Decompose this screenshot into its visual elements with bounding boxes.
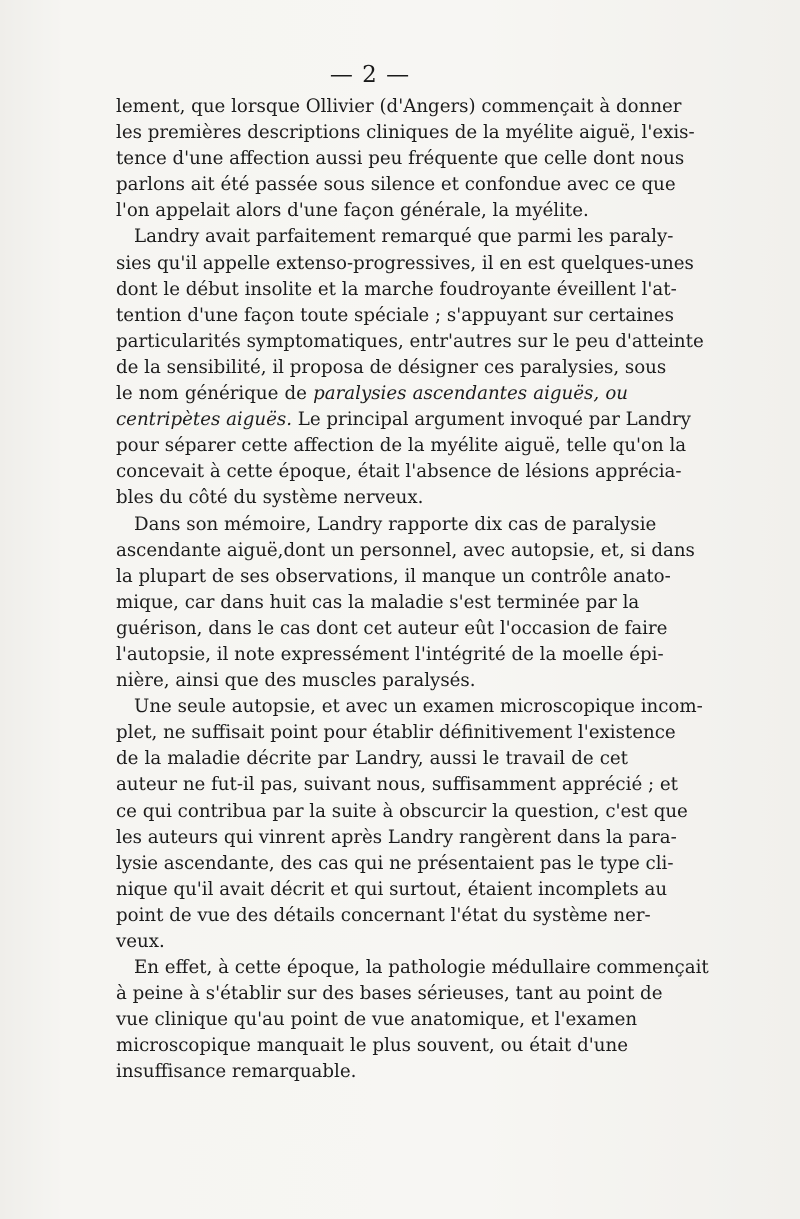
text-line: lement, que lorsque Ollivier (d'Angers) commençait à donner	[116, 96, 682, 117]
text-line: les auteurs qui vinrent après Landry rangèrent dans la para-	[116, 826, 677, 848]
text-line: plet, ne suffisait point pour établir définitivement l'existence	[116, 722, 676, 744]
text-run: le nom générique de	[116, 383, 314, 405]
text-line: particularités symptomatiques, entr'autres sur le peu d'atteinte	[116, 330, 704, 352]
text-line: ascendante aiguë,dont un personnel, avec autopsie, et, si dans	[116, 539, 695, 561]
text-line: tence d'une affection aussi peu fréquente que celle dont nous	[116, 148, 685, 170]
text-line: l'on appelait alors d'une façon générale, la myélite.	[116, 200, 589, 222]
text-line: insuffisance remarquable.	[116, 1061, 357, 1083]
italic-term: paralysies ascendantes aiguës, ou	[313, 383, 628, 405]
text-line: l'autopsie, il note expressément l'intégrité de la moelle épi-	[116, 643, 664, 665]
text-line: microscopique manquait le plus souvent, ou était d'une	[116, 1035, 628, 1057]
text-line: Landry avait parfaitement remarqué que parmi les paraly-	[134, 226, 674, 248]
text-line: de la maladie décrite par Landry, aussi le travail de cet	[116, 748, 628, 770]
paragraph-4	[116, 694, 703, 955]
paragraph-3	[116, 512, 695, 695]
page-number: — 2 —	[329, 62, 411, 88]
text-line: En effet, à cette époque, la pathologie médullaire commençait	[134, 957, 709, 979]
paragraph-5	[116, 955, 709, 1085]
paragraph-2	[116, 224, 704, 511]
text-line	[116, 407, 691, 433]
text-line: vue clinique qu'au point de vue anatomique, et l'examen	[116, 1009, 638, 1031]
paragraph-1	[116, 94, 695, 224]
text-line: ce qui contribua par la suite à obscurcir la question, c'est que	[116, 800, 688, 822]
text-line: la plupart de ses observations, il manque un contrôle anato-	[116, 565, 671, 587]
text-line: lysie ascendante, des cas qui ne présentaient pas le type cli-	[116, 852, 674, 874]
text-line: pour séparer cette affection de la myélite aiguë, telle qu'on la	[116, 435, 687, 457]
text-line: bles du côté du système nerveux.	[116, 487, 424, 509]
text-line: nière, ainsi que des muscles paralysés.	[116, 670, 476, 692]
text-line: Dans son mémoire, Landry rapporte dix cas de paralysie	[134, 513, 657, 535]
text-line: auteur ne fut-il pas, suivant nous, suffisamment apprécié ; et	[116, 774, 678, 796]
text-line: nique qu'il avait décrit et qui surtout, étaient incomplets au	[116, 878, 668, 900]
text-line	[116, 381, 628, 407]
text-line: sies qu'il appelle extenso-progressives, il en est quelques-unes	[116, 252, 694, 274]
text-line: à peine à s'établir sur des bases sérieuses, tant au point de	[116, 983, 663, 1005]
text-line: veux.	[116, 931, 165, 952]
text-line: guérison, dans le cas dont cet auteur eût l'occasion de faire	[116, 617, 668, 639]
text-line: concevait à cette époque, était l'absence de lésions apprécia-	[116, 461, 682, 483]
text-line: mique, car dans huit cas la maladie s'est terminée par la	[116, 591, 640, 613]
text-line: tention d'une façon toute spéciale ; s'appuyant sur certaines	[116, 304, 674, 326]
text-line: dont le début insolite et la marche foudroyante éveillent l'at-	[116, 278, 677, 300]
text-line: Une seule autopsie, et avec un examen microscopique incom-	[134, 696, 703, 718]
text-line: point de vue des détails concernant l'état du système ner-	[116, 904, 651, 926]
text-line: parlons ait été passée sous silence et confondue avec ce que	[116, 174, 676, 196]
italic-term: centripètes aiguës.	[116, 409, 292, 431]
text-line: les premières descriptions cliniques de la myélite aiguë, l'exis-	[116, 122, 695, 144]
body-text	[116, 94, 709, 1086]
text-line: de la sensibilité, il proposa de désigner ces paralysies, sous	[116, 356, 667, 378]
text-run: Le principal argument invoqué par Landry	[291, 409, 691, 431]
